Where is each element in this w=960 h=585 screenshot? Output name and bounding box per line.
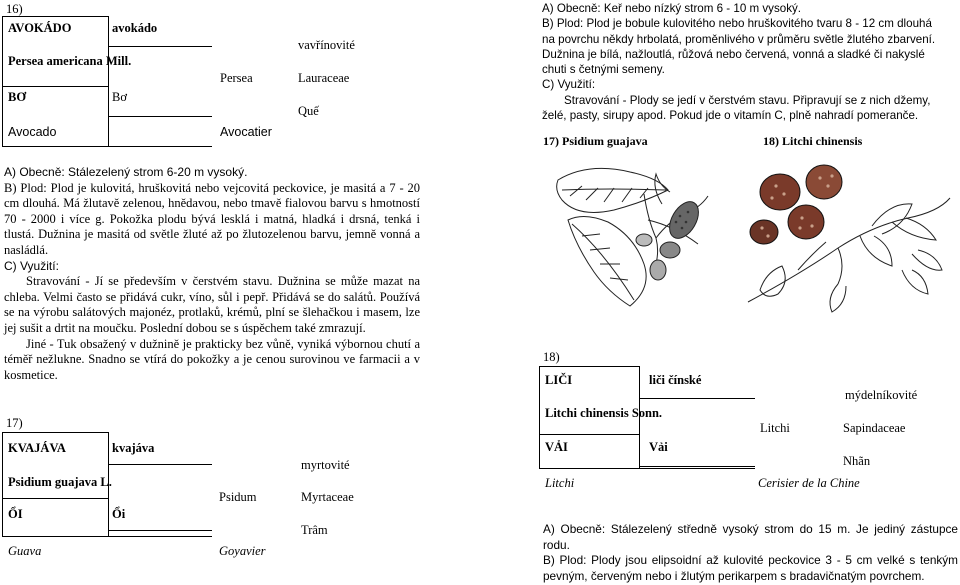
entry18-latin-name: Litchi chinensis Sonn. (545, 406, 663, 420)
entry16-name-vn-lower: Bơ (112, 90, 127, 104)
avocado-use-heading: C) Využití: (542, 78, 596, 92)
entry18-family-latin: Sapindaceae (843, 421, 906, 435)
entry18-genus: Litchi (760, 421, 790, 435)
entry18-name-cz: LIČI (545, 373, 573, 387)
entry17-name-fr: Goyavier (219, 544, 266, 558)
avocado-fruit-line4: chuti s četnými semeny. (542, 63, 665, 77)
entry17-family-latin: Myrtaceae (301, 490, 354, 504)
guava-use-other: Jiné - Tuk obsažený v dužnině je prakticky bez vůně, vyniká výbornou chutí a téměř nežlukne. Snadno se vtírá do pokožky a je cenou surovinou ve farmacii a v kosmetice. (4, 336, 420, 382)
avocado-fruit-line2: na povrchu někdy hrbolatá, proměnlivého v průměru světle žlutého zbarvení. (542, 32, 936, 46)
entry16-family-cz: vavřínovité (298, 38, 355, 52)
guava-branch-illustration (548, 160, 718, 320)
avocado-general: A) Obecně: Keř nebo nízký strom 6 - 10 m vysoký. (542, 2, 802, 15)
entry16-family-vn: Quế (298, 104, 319, 118)
entry16-number: 16) (6, 2, 23, 16)
entry18-family-cz: mýdelníkovité (845, 388, 918, 402)
entry17-name-vn-lower: Ổi (112, 507, 126, 521)
avocado-description (542, 1, 960, 123)
entry18-number: 18) (543, 350, 560, 364)
entry16-latin-name: Persea americana Mill. (8, 54, 132, 68)
entry16-name-fr: Avocatier (220, 125, 272, 139)
avocado-use-line1: Stravování - Plody se jedí v čerstvém stavu. Připravují se z nich džemy, (564, 93, 931, 107)
entry17-name-cz-lower: kvajáva (112, 441, 155, 455)
entry17-latin-name: Psidium guajava L. (8, 475, 112, 489)
entry17-number: 17) (6, 416, 23, 430)
entry18-name-fr: Cerisier de la Chine (758, 476, 860, 490)
entry16-family-latin: Lauraceae (298, 71, 350, 85)
guava-use-heading: C) Využití: (4, 258, 59, 273)
entry18-name-vn: VẢI (545, 440, 568, 454)
entry17-family-cz: myrtovité (301, 458, 350, 472)
entry18-family-vn: Nhãn (843, 454, 871, 468)
entry18-name-en: Litchi (545, 476, 575, 490)
entry16-genus: Persea (220, 71, 253, 85)
avocado-fruit-line1: B) Plod: Plod je bobule kulovitého nebo hruškovitého tvaru 8 - 12 cm dlouhá (542, 17, 932, 31)
entry16-name-vn: BƠ (8, 90, 27, 104)
figure-caption-17: 17) Psidium guajava (543, 134, 648, 148)
entry18-name-cz-lower: liči čínské (649, 373, 702, 387)
entry17-name-cz: KVAJÁVA (8, 441, 66, 455)
entry16-name-cz-lower: avokádo (112, 21, 158, 35)
litchi-branch-illustration (742, 162, 954, 320)
entry17-family-vn: Trâm (301, 523, 328, 537)
litchi-general: A) Obecně: Stálezelený středně vysoký strom do 15 m. Je jediný zástupce rodu. (543, 522, 958, 552)
figure-caption-18: 18) Litchi chinensis (763, 134, 863, 148)
entry17-genus: Psidum (219, 490, 257, 504)
guava-general: A) Obecně: Stálezelený strom 6-20 m vysoký. (4, 165, 248, 179)
entry17-name-vn: ỔI (8, 507, 23, 521)
avocado-fruit-line3: Dužnina je bílá, nažloutlá, růžová nebo červená, vonná a sladké či nakyslé (542, 47, 925, 61)
entry17-name-en: Guava (8, 544, 42, 558)
entry16-name-cz: AVOKÁDO (8, 21, 72, 35)
litchi-description (543, 522, 958, 584)
guava-use-food: Stravování - Jí se především v čerstvém stavu. Dužnina se může mazat na chleba. Velmi často se přidává cukr, víno, sůl i pepř. Přidává se do salátů. Používá se na výrobu salátových majonéz, protlaků, krémů, plní se šlehačkou i masem, lze jej sušit a drtit na moučku. Poslední dobou se s úspěchem také zmrazují. (4, 274, 420, 335)
avocado-use-line2: želé, pasty, sirupy apod. Pokud jde o vitamín C, plně nahradí pomeranče. (542, 109, 919, 123)
guava-description (4, 165, 420, 383)
entry18-name-vn-lower: Vải (649, 440, 668, 454)
litchi-fruit: B) Plod: Plody jsou elipsoidní až kulovité peckovice 3 - 5 cm velké s tenkým pevným, červeným nebo i žlutým perikarpem s bradavičnatým povrchem. (543, 553, 958, 583)
guava-fruit: B) Plod: Plod je kulovitá, hruškovitá nebo vejcovitá peckovice, je masitá a 7 - 20 cm dlouhá. Má žlutavě zelenou, hnědavou, nebo tmavě fialovou barvu s hmotností 70 - 2000 i více g. Pokožka plodu bývá lesklá i matná, hladká i drsná, tenká i tlustá. Dužnina je masitá od světle žluté až po žlutozelenou barvu, jemně vonná a nasládlá. (4, 180, 420, 257)
entry16-name-en: Avocado (8, 125, 57, 139)
